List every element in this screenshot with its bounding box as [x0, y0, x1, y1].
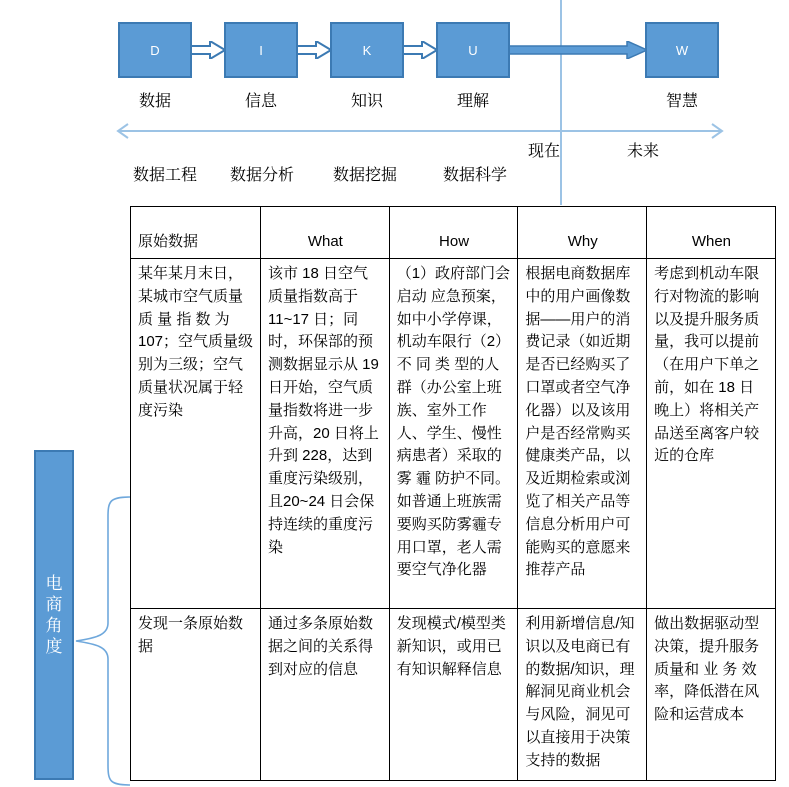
dikuw-chain-diagram [0, 0, 789, 200]
table-header-why: Why [518, 207, 647, 259]
node-box-data[interactable] [118, 22, 192, 78]
node-code-u: U [468, 42, 478, 58]
node-box-wisdom[interactable] [645, 22, 719, 78]
ecommerce-perspective-bar[interactable] [34, 450, 74, 780]
arrow-d-to-i [190, 41, 226, 59]
node-label-wisdom: 智慧 [665, 93, 698, 110]
cell-summary-why: 利用新增信息/知识以及电商已有的数据/知识，理解洞见商业机会与风险，洞见可以直接用于决策支持的数据 [518, 609, 647, 781]
discipline-label-data-analysis: 数据分析 [230, 167, 295, 184]
node-code-d: D [150, 42, 160, 58]
table-header-raw-data: 原始数据 [131, 207, 261, 259]
arrow-i-to-k [296, 41, 332, 59]
node-box-information[interactable] [224, 22, 298, 78]
node-label-information: 信息 [244, 93, 277, 110]
table-row [131, 259, 776, 609]
time-label-future: 未来 [627, 143, 660, 160]
cell-detail-why: 根据电商数据库中的用户画像数据——用户的消费记录（如近期是否已经购买了口罩或者空气净化器）以及该用户是否经常购买健康类产品，以及近期检索或浏览了相关产品等信息分析用户可能购买的意愿来推荐产品 [518, 259, 647, 609]
table-header-what: What [261, 207, 390, 259]
cell-detail-how: （1）政府部门会启动 应急预案，如中小学停课，机动车限行（2）不 同 类 型的人群（办公室上班族、室外工作人、学生、慢性病患者）采取的 雾 霾 防护不同。如普通上班族需要购买防雾霾专用口罩，老人需要空气净化器 [389, 259, 518, 609]
table-header-row [131, 207, 776, 259]
time-label-present: 现在 [528, 143, 561, 160]
cell-detail-raw-data: 某年某月末日，某城市空气质量质 量 指 数 为107；空气质量级别为三级；空气质量状况属于轻度污染 [131, 259, 261, 609]
cell-summary-when: 做出数据驱动型决策，提升服务质量和 业 务 效率，降低潜在风险和运营成本 [647, 609, 776, 781]
ecommerce-perspective-label: 电商角度 [45, 573, 63, 657]
discipline-label-data-engineering: 数据工程 [133, 167, 198, 184]
arrow-u-to-w [509, 41, 648, 59]
present-future-divider-line [560, 0, 562, 205]
timeline-double-arrow [110, 120, 730, 142]
curly-brace-connector [72, 495, 134, 787]
cell-detail-what: 该市 18 日空气质量指数高于11~17 日；同时，环保部的预测数据显示从 19 日开始，空气质量指数将进一步升高，20 日将上升到 228，达到重度污染级别，且20~24 日会保持连续的重度污染 [261, 259, 390, 609]
node-box-understanding[interactable] [436, 22, 510, 78]
node-box-knowledge[interactable] [330, 22, 404, 78]
cell-detail-when: 考虑到机动车限行对物流的影响以及提升服务质量，我可以提前（在用户下单之前，如在 18 日晚上）将相关产品送至离客户较近的仓库 [647, 259, 776, 609]
node-code-k: K [362, 42, 372, 58]
arrow-k-to-u [402, 41, 438, 59]
table-header-how: How [389, 207, 518, 259]
discipline-label-data-mining: 数据挖掘 [333, 167, 398, 184]
table-header-when: When [647, 207, 776, 259]
node-code-i: I [259, 42, 263, 58]
cell-summary-how: 发现模式/模型类新知识，或用已有知识解释信息 [389, 609, 518, 781]
node-code-w: W [675, 42, 689, 58]
node-label-knowledge: 知识 [350, 93, 383, 110]
cell-summary-what: 通过多条原始数据之间的关系得到对应的信息 [261, 609, 390, 781]
dikw-matrix-table [130, 206, 776, 781]
cell-summary-raw-data: 发现一条原始数据 [131, 609, 261, 781]
node-label-data: 数据 [138, 93, 171, 110]
table-row [131, 609, 776, 781]
discipline-label-data-science: 数据科学 [443, 167, 508, 184]
node-label-understanding: 理解 [456, 93, 489, 110]
